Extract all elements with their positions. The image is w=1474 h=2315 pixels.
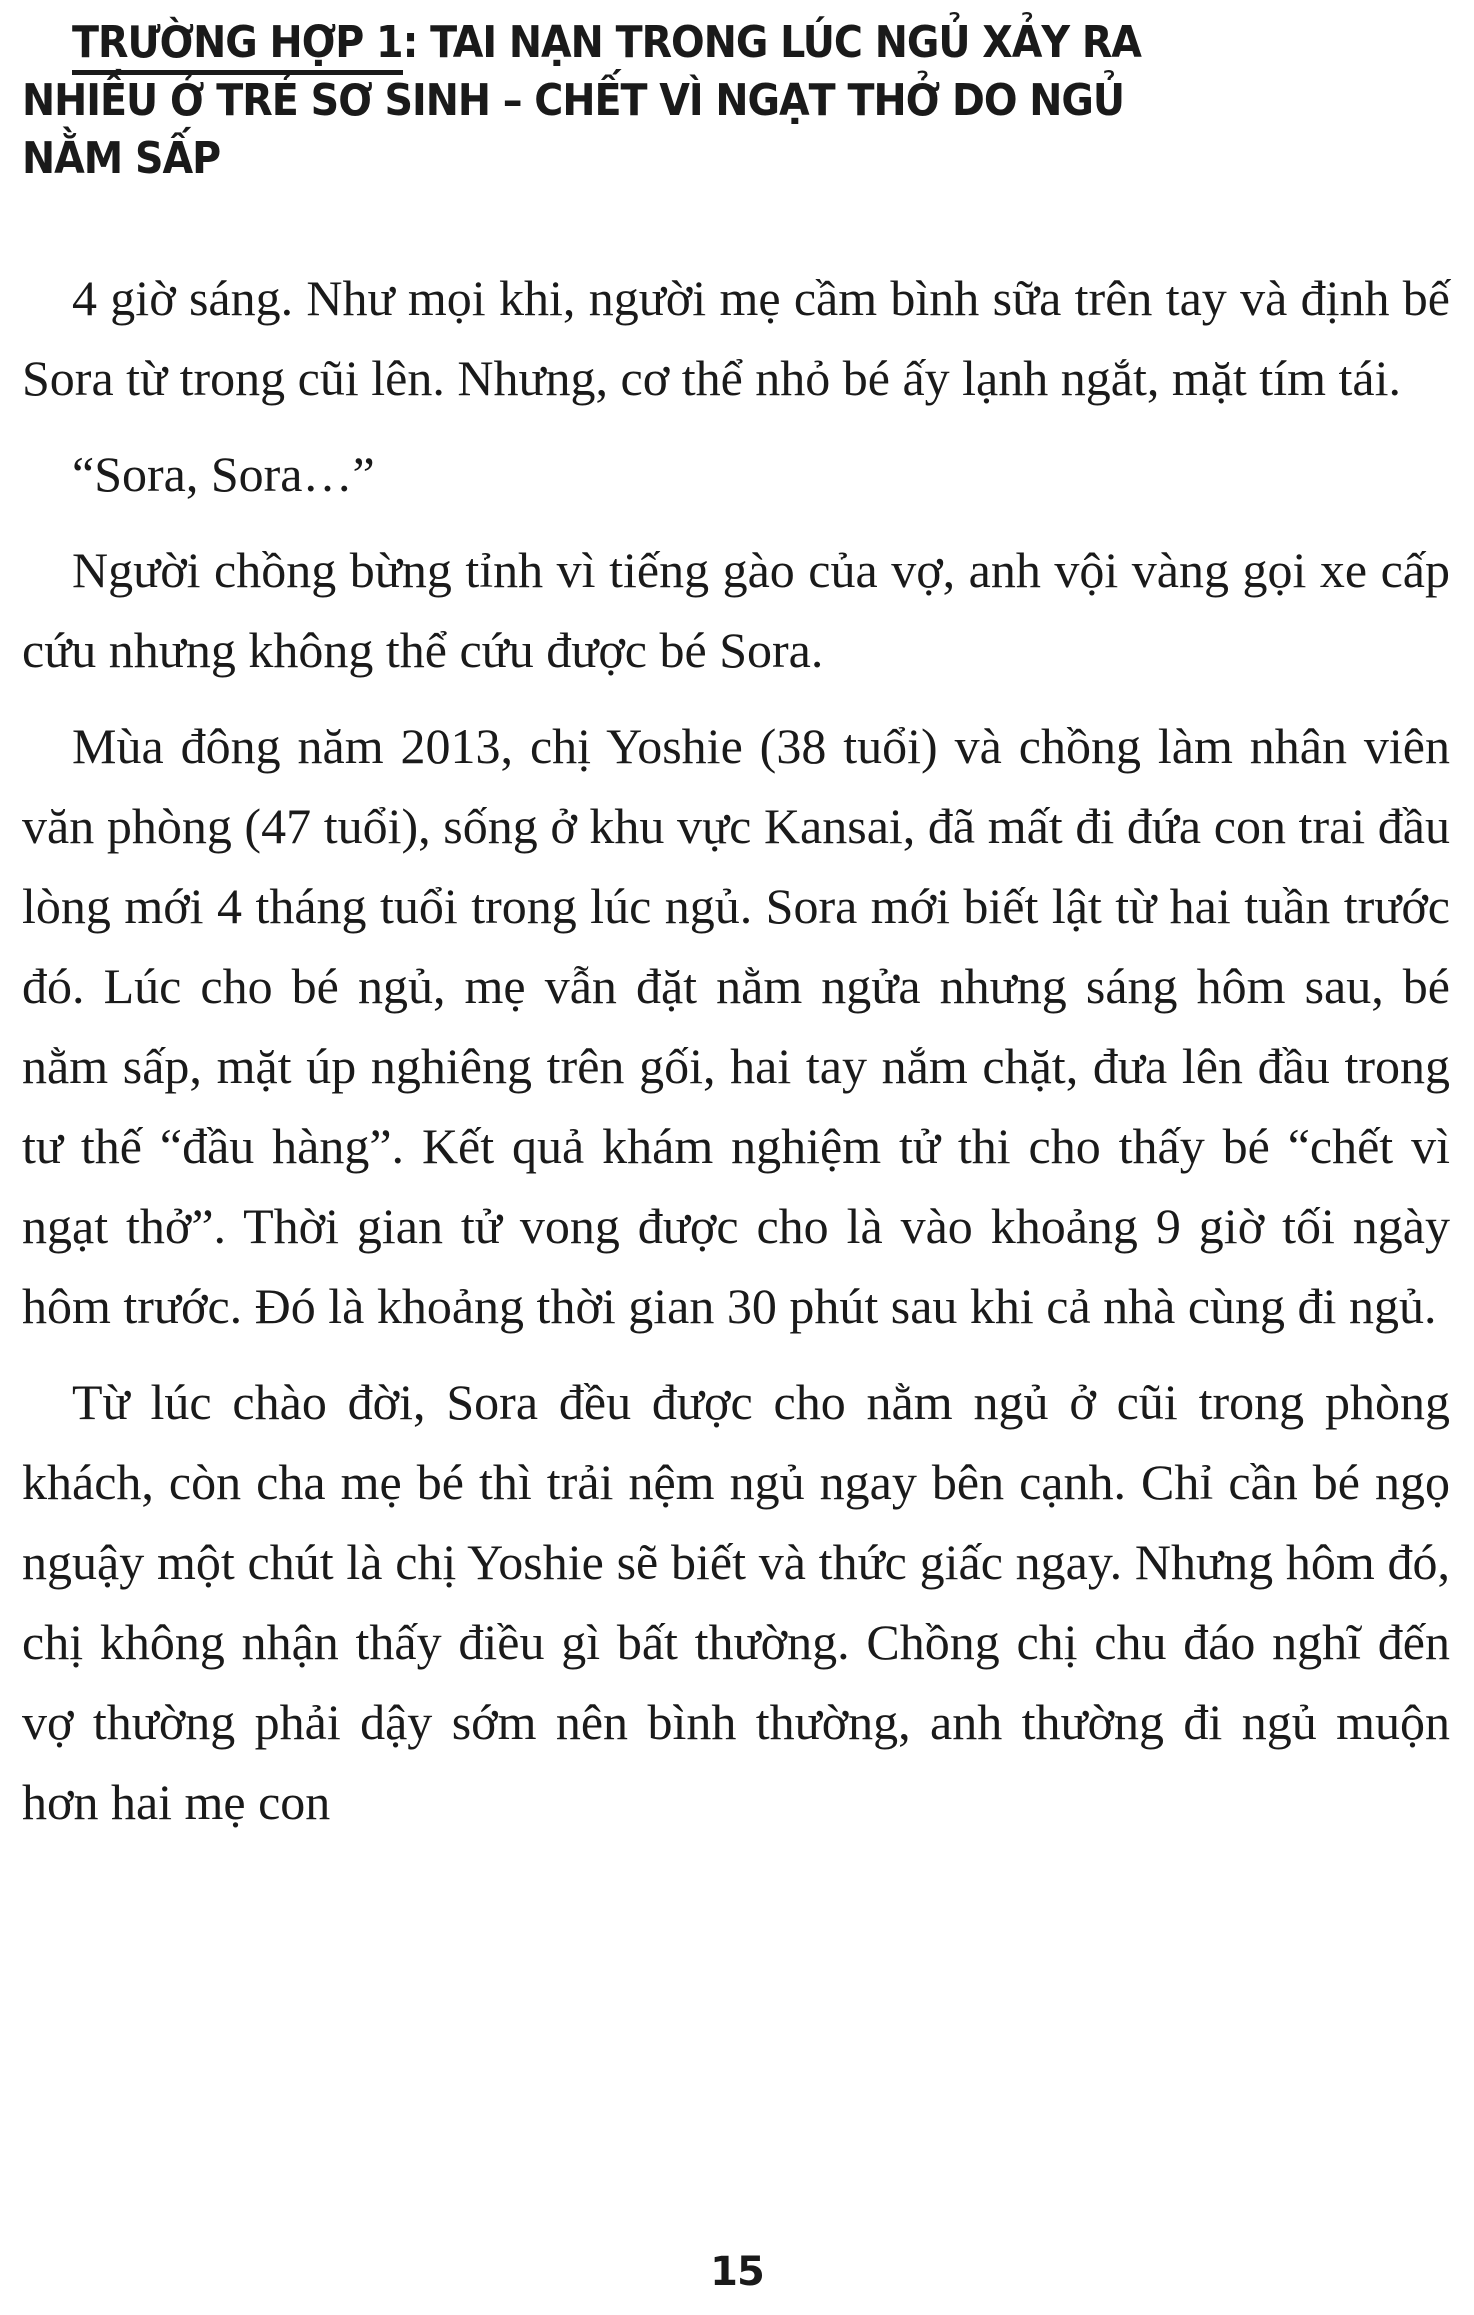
page-number: 15 [710, 2249, 764, 2295]
chapter-heading [22, 14, 1450, 188]
heading-line-3: NẰM SẤP [22, 133, 221, 184]
body-paragraph: Người chồng bừng tỉnh vì tiếng gào của vợ, anh vội vàng gọi xe cấp cứu nhưng không thể cứu được bé Sora. [22, 542, 1450, 678]
body-paragraph-quote: “Sora, Sora…” [72, 446, 375, 502]
heading-line-1-rest: : TAI NẠN TRONG LÚC NGỦ XẢY RA [402, 17, 1141, 68]
body-text [22, 258, 1450, 1842]
body-paragraph: Từ lúc chào đời, Sora đều được cho nằm ngủ ở cũi trong phòng khách, còn cha mẹ bé thì trải nệm ngủ ngay bên cạnh. Chỉ cần bé ngọ nguậy một chút là chị Yoshie sẽ biết và thức giấc ngay. Nhưng hôm đó, chị không nhận thấy điều gì bất thường. Chồng chị chu đáo nghĩ đến vợ thường phải dậy sớm nên bình thường, anh thường đi ngủ muộn hơn hai mẹ con [22, 1374, 1450, 1830]
body-paragraph: Mùa đông năm 2013, chị Yoshie (38 tuổi) và chồng làm nhân viên văn phòng (47 tuổi), sống ở khu vực Kansai, đã mất đi đứa con trai đầu lòng mới 4 tháng tuổi trong lúc ngủ. Sora mới biết lật từ hai tuần trước đó. Lúc cho bé ngủ, mẹ vẫn đặt nằm ngửa nhưng sáng hôm sau, bé nằm sấp, mặt úp nghiêng trên gối, hai tay nắm chặt, đưa lên đầu trong tư thế “đầu hàng”. Kết quả khám nghiệm tử thi cho thấy bé “chết vì ngạt thở”. Thời gian tử vong được cho là vào khoảng 9 giờ tối ngày hôm trước. Đó là khoảng thời gian 30 phút sau khi cả nhà cùng đi ngủ. [22, 718, 1450, 1334]
heading-case-label-underlined: TRƯỜNG HỢP 1 [72, 17, 403, 75]
body-paragraph: 4 giờ sáng. Như mọi khi, người mẹ cầm bình sữa trên tay và định bế Sora từ trong cũi lên. Nhưng, cơ thể nhỏ bé ấy lạnh ngắt, mặt tím tái. [22, 270, 1450, 406]
heading-line-1 [22, 14, 1450, 72]
heading-line-2: NHIỀU Ở TRẺ SƠ SINH – CHẾT VÌ NGẠT THỞ DO NGỦ [22, 75, 1124, 126]
